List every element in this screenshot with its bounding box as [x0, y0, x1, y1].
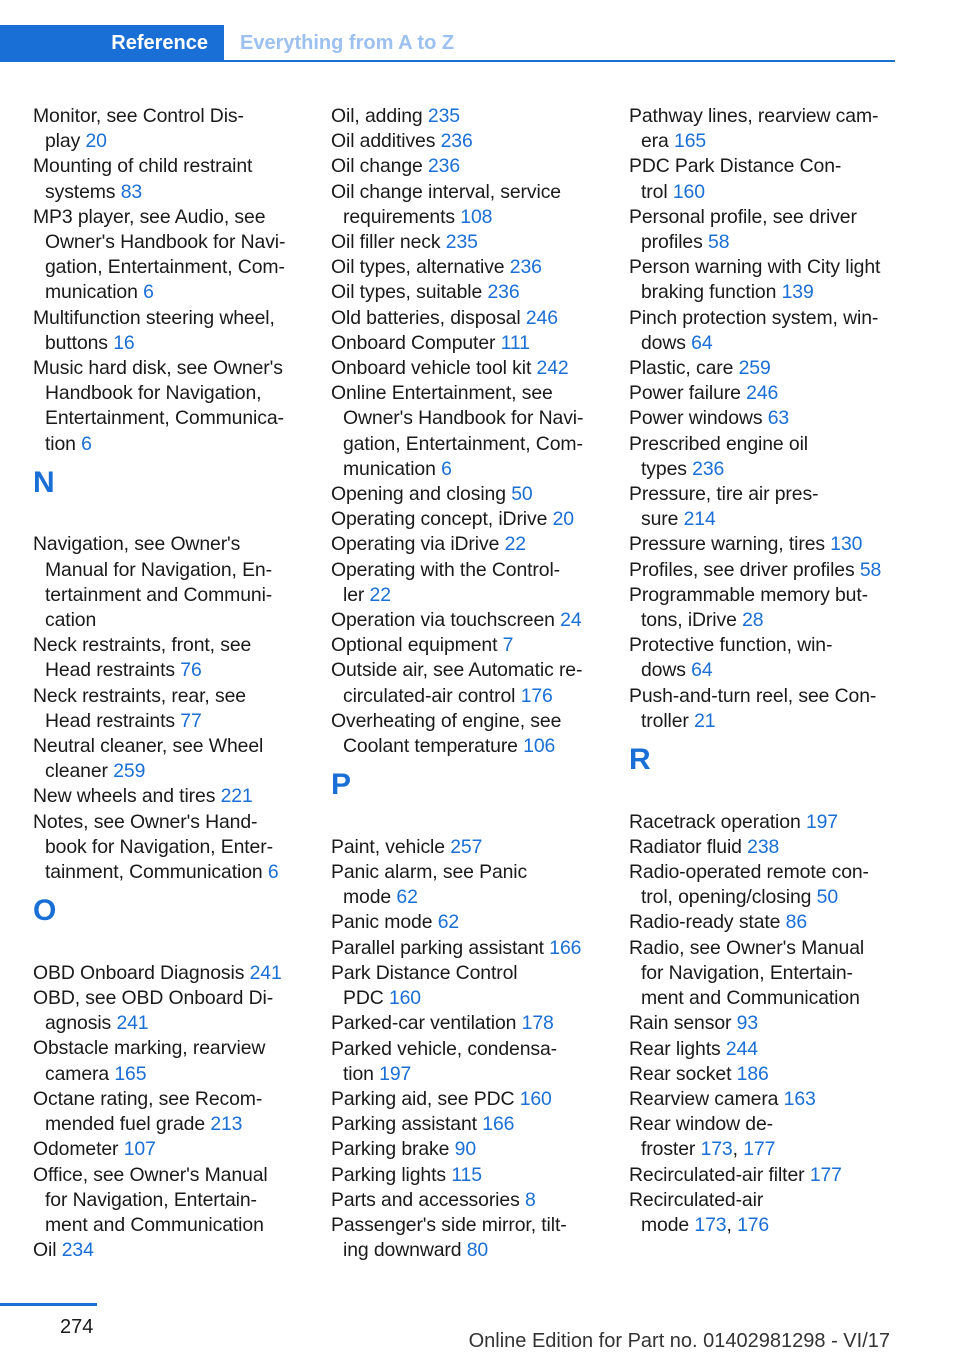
entry-text: Mounting of child restraint [33, 155, 253, 178]
page-link[interactable]: 236 [428, 155, 461, 178]
entry-text: Owner's Handbook for Navi- [45, 231, 286, 254]
section-letter: R [629, 743, 651, 777]
index-entry [33, 306, 303, 356]
index-entry [629, 381, 899, 406]
entry-text: Oil types, alternative [331, 256, 505, 279]
page-link[interactable]: 130 [830, 533, 863, 556]
page-link[interactable]: 7 [502, 634, 514, 657]
entry-text: Oil change [331, 155, 423, 178]
page-link[interactable]: 111 [500, 331, 530, 354]
page-link[interactable]: 242 [536, 357, 569, 380]
page-link[interactable]: 28 [742, 609, 764, 632]
entry-text: Operating with the Control- [331, 558, 561, 581]
index-entry [33, 1238, 303, 1263]
entry-text: cleaner [45, 760, 108, 783]
entry-text: troller [641, 709, 689, 732]
index-entry [629, 910, 899, 935]
page-link[interactable]: 24 [560, 609, 582, 632]
entry-text: Pathway lines, rearview cam- [629, 105, 879, 127]
index-entry [33, 154, 303, 204]
entry-text: Racetrack operation [629, 810, 801, 833]
page-link[interactable]: 22 [504, 533, 526, 556]
entry-text: Odometer [33, 1138, 119, 1161]
entry-text: trol [641, 180, 668, 203]
index-entry [331, 532, 601, 557]
entry-text: ment and Communication [45, 1213, 264, 1236]
page-link[interactable]: 139 [781, 281, 814, 304]
index-entry [331, 835, 601, 860]
page-link[interactable]: 6 [143, 281, 154, 304]
entry-text: Parking assistant [331, 1113, 477, 1136]
page-link[interactable]: 76 [180, 659, 202, 682]
entry-text: gation, Entertainment, Com- [45, 256, 285, 279]
index-entry [629, 1037, 899, 1062]
index-entry [629, 432, 899, 482]
entry-text: froster [641, 1138, 696, 1161]
entry-text: Parallel parking assistant [331, 936, 544, 959]
edition-note: Online Edition for Part no. 01402981298 - VI/17 [468, 1330, 890, 1352]
entry-text: MP3 player, see Audio, see [33, 205, 266, 228]
entry-text: tons, iDrive [641, 609, 737, 632]
page-link[interactable]: 235 [445, 231, 478, 254]
index-entry [629, 558, 899, 583]
entry-text: Pinch protection system, win- [629, 306, 879, 329]
header-bar [0, 25, 895, 62]
index-entry [629, 583, 899, 633]
entry-text: tainment, Communication [45, 861, 263, 884]
entry-text: Recirculated-air [629, 1188, 764, 1211]
entry-text: Obstacle marking, rearview [33, 1037, 266, 1060]
entry-text: Radio-ready state [629, 911, 781, 934]
entry-text: Panic alarm, see Panic [331, 861, 528, 884]
entry-text: Oil additives [331, 130, 436, 153]
page-link[interactable]: 62 [396, 886, 418, 909]
index-entry [629, 104, 899, 154]
page-link[interactable]: 80 [466, 1239, 489, 1262]
page-link[interactable]: 165 [674, 130, 707, 153]
entry-text: types [641, 457, 687, 480]
index-entry [629, 154, 899, 204]
index-entry [629, 1062, 899, 1087]
index-entry [331, 507, 601, 532]
entry-text: Rearview camera [629, 1087, 779, 1110]
entry-text: Outside air, see Automatic re- [331, 659, 583, 682]
index-column-2 [331, 104, 601, 1263]
entry-text: Parking lights [331, 1163, 447, 1186]
index-entry [33, 734, 303, 784]
entry-text: mode [641, 1213, 690, 1236]
page-link[interactable]: 83 [120, 180, 143, 203]
index-entry [331, 280, 601, 305]
page-link[interactable]: 64 [691, 659, 713, 682]
page-link[interactable]: 58 [708, 231, 730, 254]
index-entry [331, 1087, 601, 1112]
index-entry [331, 1037, 601, 1087]
page-link[interactable]: 160 [519, 1087, 552, 1110]
index-entry [33, 1163, 303, 1239]
entry-text: Operating concept, iDrive [331, 508, 548, 531]
entry-text: Rear socket [629, 1062, 732, 1085]
entry-text: camera [45, 1062, 110, 1085]
section-letter: P [331, 768, 352, 802]
entry-text: Onboard Computer [331, 331, 496, 354]
entry-text: Handbook for Navigation, [45, 382, 262, 405]
entry-text: circulated-air control [343, 684, 516, 707]
index-entry [33, 784, 303, 809]
entry-text: munication [45, 281, 138, 304]
index-entry [629, 356, 899, 381]
entry-text: requirements [343, 205, 455, 228]
page-link[interactable]: 50 [511, 483, 533, 506]
page-link[interactable]: 236 [692, 457, 725, 480]
index-entry [629, 810, 899, 835]
index-entry [331, 860, 601, 910]
page-link[interactable]: 20 [85, 130, 107, 153]
index-entry [331, 709, 601, 759]
page-link[interactable]: 178 [521, 1012, 554, 1035]
page-link[interactable]: 6 [441, 457, 452, 480]
index-entry [331, 230, 601, 255]
page-link[interactable]: 64 [691, 331, 713, 354]
entry-text: for Navigation, Entertain- [641, 961, 853, 984]
page-link[interactable]: 197 [379, 1062, 412, 1085]
index-entry [629, 835, 899, 860]
entry-text: Neutral cleaner, see Wheel [33, 735, 264, 758]
index-entry [33, 1036, 303, 1086]
index-entry [33, 104, 303, 154]
page-link[interactable]: 160 [388, 987, 421, 1010]
page-link[interactable]: 107 [123, 1138, 156, 1161]
entry-text: Onboard vehicle tool kit [331, 357, 532, 380]
index-entry [629, 532, 899, 557]
page-link[interactable]: 21 [694, 709, 716, 732]
entry-text: Plastic, care [629, 357, 734, 380]
page-link[interactable]: 16 [113, 331, 135, 354]
page-link[interactable]: 234 [61, 1239, 94, 1262]
entry-text: Rain sensor [629, 1012, 732, 1035]
entry-text: Oil filler neck [331, 231, 441, 254]
entry-text: Owner's Handbook for Navi- [343, 407, 584, 430]
page-link[interactable]: 77 [180, 709, 202, 732]
page-link[interactable]: 259 [113, 760, 146, 783]
entry-text: Parts and accessories [331, 1188, 520, 1211]
entry-text: Oil, adding [331, 105, 423, 127]
page-link[interactable]: 236 [440, 130, 473, 153]
entry-text: Oil change interval, service [331, 180, 561, 203]
page-link[interactable]: 241 [249, 961, 282, 984]
entry-text: Parked-car ventilation [331, 1012, 517, 1035]
section-title: Everything from A to Z [240, 32, 455, 54]
index-entry [629, 255, 899, 305]
index-entry [331, 1213, 601, 1263]
page-link[interactable]: 176 [520, 684, 553, 707]
index-entry: Recirculated-air mode 173, 176 [629, 1188, 770, 1236]
page-link[interactable]: 177 [809, 1163, 842, 1186]
page-link[interactable]: 8 [524, 1188, 536, 1211]
entry-text: Power windows [629, 407, 763, 430]
index-entry [33, 356, 303, 457]
entry-text: Operating via iDrive [331, 533, 500, 556]
page-link[interactable]: 106 [523, 735, 556, 758]
entry-text: Old batteries, disposal [331, 306, 521, 329]
page-link[interactable]: 244 [725, 1037, 758, 1060]
page-link[interactable]: 50 [816, 886, 839, 909]
page-link[interactable]: 259 [738, 357, 771, 380]
entry-text: for Navigation, Entertain- [45, 1188, 257, 1211]
index-entry [629, 633, 899, 683]
entry-text: Opening and closing [331, 483, 506, 506]
index-entry [331, 255, 601, 280]
entry-text: Multifunction steering wheel, [33, 306, 275, 329]
page-link[interactable]: 241 [116, 1012, 149, 1035]
page-link[interactable]: 235 [427, 105, 460, 127]
page-link[interactable]: 115 [451, 1163, 482, 1186]
index-entry [331, 633, 601, 658]
entry-text: mended fuel grade [45, 1113, 206, 1136]
entry-text: Pressure warning, tires [629, 533, 825, 556]
entry-text: Coolant temperature [343, 735, 518, 758]
entry-text: Monitor, see Control Dis- [33, 105, 244, 127]
entry-text: Neck restraints, rear, see [33, 684, 246, 707]
page-link[interactable]: 6 [81, 432, 92, 455]
index-entry [629, 1163, 899, 1188]
entry-text: Radiator fluid [629, 835, 742, 858]
index-entry [33, 684, 303, 734]
entry-text: Head restraints [45, 659, 175, 682]
page-number: 274 [60, 1316, 94, 1338]
index-entry [629, 860, 899, 910]
page-link[interactable]: 236 [487, 281, 520, 304]
page-link[interactable]: 86 [785, 911, 808, 934]
entry-text: Oil types, suitable [331, 281, 483, 304]
entry-text: Personal profile, see driver [629, 205, 857, 228]
index-entry [331, 1188, 601, 1213]
entry-text: Navigation, see Owner's [33, 533, 241, 556]
entry-text: Profiles, see driver profiles [629, 558, 855, 581]
entry-text: cation [45, 609, 97, 632]
entry-text: era [641, 130, 669, 153]
entry-text: Person warning with City light [629, 256, 881, 279]
entry-text: dows [641, 659, 686, 682]
page-link[interactable]: 236 [509, 256, 542, 279]
entry-text: tion [45, 432, 76, 455]
page-link[interactable]: 213 [210, 1113, 243, 1136]
section-letter: N [33, 465, 55, 499]
entry-text: Parking brake [331, 1138, 450, 1161]
index-entry [331, 961, 601, 1011]
entry-text: Prescribed engine oil [629, 432, 808, 455]
header-rule [0, 60, 895, 62]
entry-text: Push-and-turn reel, see Con- [629, 684, 877, 707]
entry-text: systems [45, 180, 116, 203]
entry-text: Radio, see Owner's Manual [629, 936, 865, 959]
page-link[interactable]: 197 [805, 810, 838, 833]
entry-text: Music hard disk, see Owner's [33, 357, 283, 380]
index-entry [629, 684, 899, 734]
index-entry [331, 910, 601, 935]
index-entry [331, 658, 601, 708]
page-link[interactable]: 214 [683, 508, 716, 531]
index-entry [629, 482, 899, 532]
index-column-3 [629, 104, 899, 1238]
index-entry [33, 810, 303, 886]
page-link[interactable]: 166 [482, 1113, 515, 1136]
page-link[interactable]: 186 [736, 1062, 769, 1085]
entry-text: Office, see Owner's Manual [33, 1163, 268, 1186]
index-entry [33, 1137, 303, 1162]
entry-text: Overheating of engine, see [331, 709, 562, 732]
entry-text: Parking aid, see PDC [331, 1087, 515, 1110]
entry-text: agnosis [45, 1012, 112, 1035]
entry-text: Passenger's side mirror, tilt- [331, 1213, 567, 1236]
page-link[interactable]: 176 [737, 1213, 770, 1236]
section-letter: O [33, 894, 57, 928]
entry-text: dows [641, 331, 686, 354]
index-entry [331, 936, 601, 961]
entry-text: Oil [33, 1239, 57, 1262]
entry-text: New wheels and tires [33, 785, 216, 808]
entry-text: Online Entertainment, see [331, 382, 553, 405]
entry-text: Neck restraints, front, see [33, 634, 252, 657]
entry-text: OBD, see OBD Onboard Di- [33, 987, 274, 1010]
entry-text: Pressure, tire air pres- [629, 483, 819, 506]
page-link[interactable]: 20 [552, 508, 574, 531]
entry-text: mode [343, 886, 392, 909]
page-link[interactable]: 246 [525, 306, 558, 329]
entry-text: PDC [343, 987, 384, 1010]
index-entry [331, 104, 601, 129]
entry-text: gation, Entertainment, Com- [343, 432, 583, 455]
entry-text: Radio-operated remote con- [629, 861, 869, 884]
entry-text: sure [641, 508, 679, 531]
index-entry: Rear window de- froster 173, 177 [629, 1113, 776, 1161]
entry-text: Notes, see Owner's Hand- [33, 810, 258, 833]
page-link[interactable]: 238 [747, 835, 780, 858]
index-entry [33, 633, 303, 683]
page-link[interactable]: 62 [437, 911, 460, 934]
index-entry [331, 180, 601, 230]
index-entry [629, 306, 899, 356]
entry-text: munication [343, 457, 436, 480]
page-link[interactable]: 166 [549, 936, 582, 959]
entry-text: Optional equipment [331, 634, 498, 657]
entry-text: OBD Onboard Diagnosis [33, 961, 245, 984]
page-link[interactable]: 6 [267, 861, 279, 884]
entry-text: tion [343, 1062, 374, 1085]
page-link[interactable]: 221 [220, 785, 253, 808]
index-entry [629, 1087, 899, 1112]
index-entry [331, 482, 601, 507]
entry-text: book for Navigation, Enter- [45, 835, 273, 858]
entry-text: play [45, 130, 81, 153]
page-link[interactable]: 90 [454, 1138, 477, 1161]
entry-text: Recirculated-air filter [629, 1163, 805, 1186]
entry-text: ing downward [343, 1239, 462, 1262]
index-entry [331, 1112, 601, 1137]
page-link[interactable]: 108 [460, 205, 493, 228]
entry-text: braking function [641, 281, 777, 304]
entry-text: ment and Communication [641, 987, 860, 1010]
index-entry [331, 331, 601, 356]
entry-text: Power failure [629, 382, 741, 405]
entry-text: tertainment and Communi- [45, 583, 273, 606]
entry-text: Programmable memory but- [629, 583, 868, 606]
page-link[interactable]: 93 [736, 1012, 759, 1035]
page-number-rule [0, 1303, 97, 1306]
index-entry [33, 961, 303, 986]
page-link[interactable]: 165 [114, 1062, 147, 1085]
page-link[interactable]: 163 [783, 1087, 816, 1110]
index-entry [629, 406, 899, 431]
entry-text: buttons [45, 331, 108, 354]
index-entry [331, 154, 601, 179]
entry-text: Operation via touchscreen [331, 609, 555, 632]
entry-text: Entertainment, Communica- [45, 407, 284, 430]
index-entry [331, 356, 601, 381]
index-entry [331, 1163, 601, 1188]
page-link[interactable]: 58 [859, 558, 882, 581]
index-entry [331, 306, 601, 331]
entry-text: Rear lights [629, 1037, 721, 1060]
index-entry [331, 381, 601, 482]
page-link[interactable]: 173 [700, 1138, 733, 1161]
index-entry [331, 1011, 601, 1036]
index-entry [331, 558, 601, 608]
index-entry [629, 936, 899, 1012]
index-entry [33, 532, 303, 633]
index-entry [33, 986, 303, 1036]
index-column-1 [33, 104, 303, 1263]
entry-text: PDC Park Distance Con- [629, 155, 842, 178]
page-link[interactable]: 22 [369, 583, 391, 606]
page-link[interactable]: 63 [767, 407, 790, 430]
entry-text: Protective function, win- [629, 634, 833, 657]
entry-text: Panic mode [331, 911, 433, 934]
entry-text: Head restraints [45, 709, 175, 732]
entry-text: Paint, vehicle [331, 835, 445, 858]
index-entry [629, 1011, 899, 1036]
page-link[interactable]: 177 [743, 1138, 776, 1161]
index-entry [331, 1137, 601, 1162]
entry-text: Octane rating, see Recom- [33, 1087, 263, 1110]
entry-text: Parked vehicle, condensa- [331, 1037, 558, 1060]
index-entry [33, 205, 303, 306]
entry-text: Manual for Navigation, En- [45, 558, 272, 581]
page-link[interactable]: 257 [450, 835, 483, 858]
tab-reference[interactable]: Reference [0, 25, 224, 62]
entry-text: Park Distance Control [331, 961, 518, 984]
page-link[interactable]: 160 [672, 180, 705, 203]
entry-text: ler [343, 583, 365, 606]
page-link[interactable]: 246 [746, 382, 779, 405]
page-link[interactable]: 173 [694, 1213, 727, 1236]
entry-text: profiles [641, 231, 703, 254]
index-entry [331, 608, 601, 633]
index-entry [33, 1087, 303, 1137]
entry-text: Rear window de- [629, 1113, 773, 1136]
index-entry [331, 129, 601, 154]
index-entry [629, 205, 899, 255]
entry-text: trol, opening/closing [641, 886, 812, 909]
